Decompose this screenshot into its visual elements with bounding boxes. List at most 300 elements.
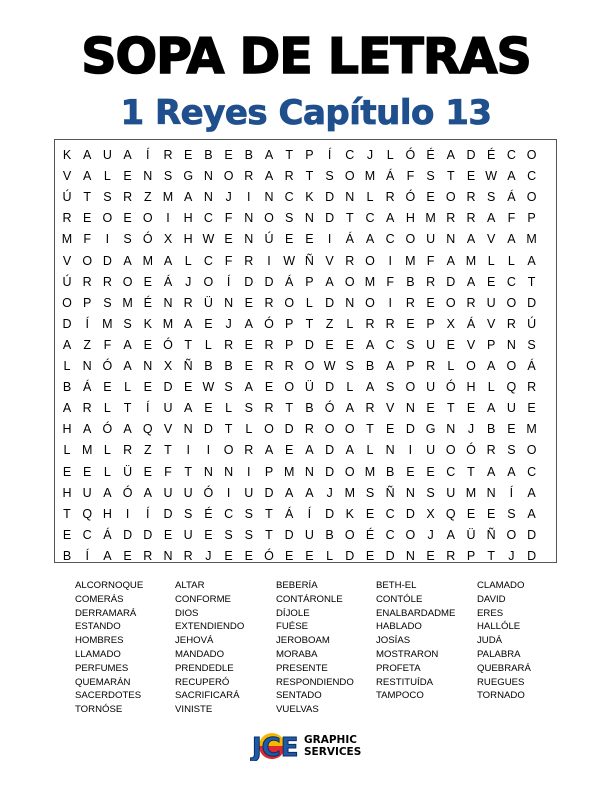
grid-cell: E xyxy=(426,295,435,310)
grid-cell: D xyxy=(325,380,335,395)
grid-cell: T xyxy=(123,401,132,416)
grid-cell: E xyxy=(426,190,435,205)
grid-cell: R xyxy=(82,401,92,416)
grid-cell: N xyxy=(264,190,274,205)
grid-cell: O xyxy=(264,422,274,437)
grid-cell: R xyxy=(466,190,476,205)
word-item: ENALBARDADME xyxy=(376,607,456,619)
logo-line1: GRAPHIC xyxy=(304,734,357,746)
grid-cell: E xyxy=(446,337,455,352)
grid-cell: I xyxy=(186,443,190,458)
grid-cell: L xyxy=(124,380,132,395)
grid-cell: G xyxy=(183,169,194,184)
grid-cell: C xyxy=(506,148,516,162)
grid-cell: O xyxy=(365,295,375,310)
grid-cell: I xyxy=(105,232,110,247)
grid-cell: E xyxy=(426,548,435,563)
grid-cell: N xyxy=(203,190,213,205)
grid-cell: Í xyxy=(146,401,150,416)
grid-cell: T xyxy=(265,506,273,521)
grid-cell: E xyxy=(305,232,314,247)
grid-cell: A xyxy=(466,274,476,289)
grid-cell: Ü xyxy=(466,527,476,542)
grid-cell: P xyxy=(305,148,314,162)
grid-cell: A xyxy=(62,337,72,352)
grid-cell: P xyxy=(285,337,294,352)
grid-cell: N xyxy=(405,548,415,563)
word-item: FUÉSE xyxy=(276,621,308,633)
grid-cell: S xyxy=(224,380,233,395)
grid-cell: Ó xyxy=(264,548,274,563)
grid-cell: D xyxy=(325,190,335,205)
grid-cell: U xyxy=(183,485,193,500)
grid-cell: R xyxy=(304,422,314,437)
grid-cell: O xyxy=(223,169,234,184)
grid-cell: K xyxy=(305,190,314,205)
grid-cell: X xyxy=(163,359,173,373)
grid-cell: D xyxy=(527,548,537,563)
grid-cell: E xyxy=(83,464,92,479)
grid-cell: H xyxy=(183,232,193,247)
grid-cell: Ú xyxy=(62,274,72,289)
grid-cell: M xyxy=(283,464,295,479)
grid-cell: C xyxy=(224,506,234,521)
grid-cell: L xyxy=(346,380,354,395)
grid-row xyxy=(55,207,558,230)
grid-cell: Í xyxy=(85,548,89,563)
grid-cell: C xyxy=(506,274,516,289)
word-item: RUEGUES xyxy=(477,676,525,688)
grid-cell: B xyxy=(224,359,233,373)
grid-cell: A xyxy=(83,148,92,162)
grid-cell: M xyxy=(465,253,477,268)
grid-cell: A xyxy=(487,211,496,226)
grid-cell: R xyxy=(446,548,456,563)
grid-cell: E xyxy=(204,527,213,542)
grid-cell: L xyxy=(366,190,374,205)
grid-cell: E xyxy=(62,527,72,542)
grid-cell: O xyxy=(365,253,375,268)
grid-cell: Q xyxy=(142,422,153,437)
grid-cell: D xyxy=(405,422,415,437)
grid-cell: A xyxy=(507,169,516,184)
grid-cell: C xyxy=(365,211,375,226)
grid-cell: A xyxy=(305,443,314,458)
grid-cell: L xyxy=(103,443,111,458)
grid-cell: I xyxy=(226,485,231,500)
grid-cell: W xyxy=(202,232,215,247)
grid-cell: D xyxy=(284,527,294,542)
grid-cell: A xyxy=(527,485,536,500)
grid-cell: V xyxy=(386,401,395,416)
grid-cell: E xyxy=(62,464,72,479)
word-item: ALCORNOQUE xyxy=(75,580,144,591)
grid-cell: N xyxy=(143,169,153,184)
grid-cell: E xyxy=(204,316,213,331)
grid-cell: S xyxy=(527,337,536,352)
grid-row xyxy=(55,355,558,378)
grid-cell: R xyxy=(102,274,112,289)
grid-cell: Ó xyxy=(203,485,214,500)
word-item: TAMPOCO xyxy=(376,690,424,702)
grid-cell: N xyxy=(405,401,415,416)
grid-cell: E xyxy=(103,380,112,395)
grid-cell: K xyxy=(62,148,72,162)
grid-cell: A xyxy=(345,443,354,458)
grid-cell: B xyxy=(325,527,334,542)
grid-cell: M xyxy=(364,169,376,184)
grid-cell: E xyxy=(325,337,334,352)
grid-cell: V xyxy=(487,232,496,247)
grid-cell: R xyxy=(385,190,395,205)
grid-cell: K xyxy=(345,506,354,521)
grid-cell: T xyxy=(487,548,495,563)
grid-cell: Ñ xyxy=(304,253,314,268)
grid-cell: Q xyxy=(506,380,517,395)
grid-cell: I xyxy=(388,253,392,268)
grid-cell: O xyxy=(405,232,416,247)
grid-cell: A xyxy=(466,232,476,247)
grid-cell: S xyxy=(244,401,253,416)
word-item: DIOS xyxy=(175,607,199,619)
grid-row xyxy=(55,313,558,336)
word-item: CONTÁRONLE xyxy=(276,593,343,605)
grid-cell: R xyxy=(466,211,476,226)
grid-cell: M xyxy=(162,316,174,331)
grid-cell: E xyxy=(264,380,274,395)
grid-cell: S xyxy=(244,527,253,542)
grid-cell: F xyxy=(83,232,91,247)
grid-cell: T xyxy=(467,464,475,479)
grid-cell: D xyxy=(325,443,335,458)
grid-cell: L xyxy=(63,359,71,373)
logo-line2: SERVICES xyxy=(304,746,362,758)
grid-cell: E xyxy=(244,359,253,373)
grid-cell: U xyxy=(426,337,436,352)
grid-cell: D xyxy=(143,527,153,542)
grid-cell: D xyxy=(405,506,415,521)
grid-cell: U xyxy=(163,401,173,416)
grid-cell: M xyxy=(142,253,153,268)
grid-cell: É xyxy=(204,506,213,521)
grid-cell: A xyxy=(386,359,395,373)
grid-cell: Ó xyxy=(324,401,335,416)
grid-cell: R xyxy=(466,295,476,310)
grid-cell: J xyxy=(467,422,475,437)
word-column xyxy=(175,579,285,717)
grid-cell: Ó xyxy=(466,443,476,458)
grid-cell: M xyxy=(61,232,73,247)
grid-cell: Ó xyxy=(142,232,153,247)
grid-cell: Í xyxy=(146,506,150,521)
grid-cell: A xyxy=(103,485,112,500)
grid-cell: B xyxy=(62,548,72,563)
word-item: PRENDEDLE xyxy=(175,662,234,674)
grid-cell: A xyxy=(123,253,132,268)
word-item: CLAMADO xyxy=(477,580,525,591)
grid-row xyxy=(55,144,558,167)
grid-cell: C xyxy=(527,464,537,479)
grid-cell: T xyxy=(446,401,455,416)
grid-cell: M xyxy=(364,464,376,479)
grid-cell: L xyxy=(326,548,334,563)
grid-cell: E xyxy=(123,169,132,184)
grid-cell: R xyxy=(183,548,193,563)
word-item: LLAMADO xyxy=(75,648,121,660)
grid-cell: U xyxy=(426,380,436,395)
grid-cell: S xyxy=(285,211,294,226)
grid-cell: Á xyxy=(285,506,294,521)
grid-cell: E xyxy=(244,548,253,563)
grid-cell: S xyxy=(365,485,375,500)
grid-cell: O xyxy=(526,148,537,162)
grid-cell: D xyxy=(325,295,335,310)
grid-cell: T xyxy=(527,274,536,289)
grid-cell: Ó xyxy=(102,422,113,437)
grid-cell: A xyxy=(264,148,274,162)
grid-cell: E xyxy=(285,232,294,247)
grid-cell: T xyxy=(63,506,71,521)
word-item: PRESENTE xyxy=(276,662,328,674)
word-item: QUEBRARÁ xyxy=(477,662,531,674)
grid-cell: U xyxy=(244,485,254,500)
word-item: ESTANDO xyxy=(75,621,121,633)
grid-cell: E xyxy=(426,401,435,416)
grid-cell: S xyxy=(426,169,435,184)
grid-cell: O xyxy=(445,443,456,458)
grid-cell: V xyxy=(62,169,72,184)
grid-row xyxy=(55,228,558,251)
grid-cell: M xyxy=(81,443,93,458)
grid-cell: A xyxy=(365,337,375,352)
grid-cell: R xyxy=(183,295,193,310)
grid-cell: O xyxy=(82,253,93,268)
grid-cell: S xyxy=(123,316,132,331)
page-title: SOPA DE LETRAS xyxy=(81,28,531,85)
grid-cell: E xyxy=(184,148,193,162)
grid-cell: Á xyxy=(527,359,536,373)
grid-cell: N xyxy=(446,422,456,437)
grid-cell: D xyxy=(264,274,274,289)
grid-cell: U xyxy=(486,295,496,310)
word-item: TORNADO xyxy=(477,690,525,702)
grid-cell: T xyxy=(285,148,293,162)
grid-cell: A xyxy=(365,232,375,247)
grid-cell: V xyxy=(487,316,496,331)
grid-cell: F xyxy=(507,211,516,226)
word-item: VUELVAS xyxy=(276,704,319,716)
grid-cell: A xyxy=(386,211,395,226)
logo-letters: JCE xyxy=(252,733,299,761)
grid-cell: O xyxy=(445,190,456,205)
grid-cell: E xyxy=(406,316,415,331)
word-item: ERES xyxy=(477,607,504,619)
grid-cell: R xyxy=(244,169,254,184)
grid-cell: C xyxy=(203,253,213,268)
word-item: RESPONDIENDO xyxy=(276,676,354,688)
grid-cell: E xyxy=(285,548,294,563)
grid-cell: W xyxy=(485,169,498,184)
grid-cell: B xyxy=(305,401,314,416)
grid-cell: E xyxy=(507,422,516,437)
grid-cell: X xyxy=(163,232,173,247)
grid-cell: Ñ xyxy=(385,485,395,500)
grid-cell: E xyxy=(143,380,152,395)
grid-cell: O xyxy=(405,527,416,542)
grid-cell: O xyxy=(102,211,113,226)
grid-cell: E xyxy=(244,337,253,352)
grid-cell: R xyxy=(82,274,92,289)
grid-cell: T xyxy=(164,443,172,458)
grid-cell: A xyxy=(527,253,536,268)
grid-cell: V xyxy=(325,253,334,268)
grid-cell: A xyxy=(143,485,152,500)
grid-cell: K xyxy=(143,316,152,331)
grid-row xyxy=(55,545,558,568)
grid-cell: D xyxy=(203,422,213,437)
grid-cell: A xyxy=(184,401,193,416)
word-item: COMERÁS xyxy=(75,593,124,605)
grid-cell: Á xyxy=(466,316,476,331)
grid-cell: H xyxy=(102,506,112,521)
grid-cell: E xyxy=(123,548,132,563)
grid-cell: F xyxy=(386,274,394,289)
grid-cell: T xyxy=(366,422,374,437)
grid-cell: N xyxy=(203,464,213,479)
grid-cell: R xyxy=(264,359,274,373)
grid-cell: N xyxy=(183,422,193,437)
grid-cell: Ñ xyxy=(486,527,496,542)
grid-cell: A xyxy=(184,316,193,331)
grid-cell: L xyxy=(103,401,111,416)
grid-cell: Í xyxy=(307,506,312,521)
grid-cell: T xyxy=(345,211,354,226)
grid-cell: O xyxy=(466,359,476,373)
grid-cell: U xyxy=(183,527,193,542)
grid-cell: L xyxy=(225,401,233,416)
grid-cell: E xyxy=(143,337,152,352)
grid-cell: L xyxy=(386,148,394,162)
grid-cell: D xyxy=(527,527,537,542)
grid-cell: Ú xyxy=(62,190,72,205)
grid-cell: F xyxy=(406,169,415,184)
grid-cell: F xyxy=(103,337,112,352)
grid-cell: O xyxy=(526,443,537,458)
grid-cell: O xyxy=(142,211,153,226)
grid-cell: Á xyxy=(386,169,395,184)
grid-cell: R xyxy=(244,443,254,458)
grid-cell: E xyxy=(163,527,173,542)
grid-cell: I xyxy=(247,190,251,205)
grid-cell: J xyxy=(508,548,515,563)
word-item: ALTAR xyxy=(175,580,205,591)
grid-cell: S xyxy=(244,506,253,521)
grid-cell: V xyxy=(466,337,476,352)
grid-cell: L xyxy=(305,295,313,310)
grid-cell: O xyxy=(62,295,72,310)
grid-cell: Í xyxy=(146,148,150,162)
word-item: DAVID xyxy=(477,593,506,605)
grid-cell: E xyxy=(204,401,213,416)
grid-cell: R xyxy=(284,359,294,373)
grid-cell: A xyxy=(123,359,132,373)
grid-row xyxy=(55,461,558,484)
grid-cell: N xyxy=(163,548,173,563)
grid-cell: M xyxy=(526,232,537,247)
grid-row xyxy=(55,503,558,526)
grid-cell: J xyxy=(225,316,232,331)
grid-cell: E xyxy=(345,337,354,352)
grid-cell: R xyxy=(446,211,456,226)
word-item: JEHOVÁ xyxy=(175,635,214,647)
logo-graphic xyxy=(250,727,362,761)
grid-cell: P xyxy=(527,211,536,226)
grid-cell: O xyxy=(344,274,355,289)
grid-cell: Q xyxy=(82,506,93,521)
grid-cell: J xyxy=(326,485,333,500)
word-item: PROFETA xyxy=(376,662,421,674)
grid-cell: A xyxy=(305,485,314,500)
grid-cell: D xyxy=(466,148,476,162)
grid-cell: R xyxy=(244,253,254,268)
grid-cell: C xyxy=(284,190,294,205)
word-item: HABLADO xyxy=(376,621,422,633)
grid-cell: Á xyxy=(163,274,173,289)
grid-cell: Z xyxy=(325,316,334,331)
grid-cell: E xyxy=(224,548,233,563)
grid-cell: T xyxy=(265,527,273,542)
grid-cell: Í xyxy=(509,485,514,500)
grid-cell: E xyxy=(466,169,476,184)
grid-cell: W xyxy=(323,359,336,373)
grid-cell: O xyxy=(344,422,355,437)
grid-cell: J xyxy=(427,527,434,542)
grid-cell: C xyxy=(385,506,395,521)
grid-cell: B xyxy=(204,359,213,373)
grid-cell: S xyxy=(345,359,354,373)
grid-row xyxy=(55,482,558,505)
grid-cell: É xyxy=(426,148,435,162)
grid-cell: P xyxy=(487,337,496,352)
grid-cell: D xyxy=(62,316,72,331)
grid-cell: J xyxy=(366,148,374,162)
word-item: SACERDOTES xyxy=(75,690,142,702)
grid-cell: D xyxy=(325,211,335,226)
grid-cell: S xyxy=(103,295,112,310)
grid-row xyxy=(55,397,558,420)
word-item: BEBERÍA xyxy=(276,580,318,591)
grid-cell: T xyxy=(224,422,233,437)
grid-cell: N xyxy=(224,295,234,310)
grid-row xyxy=(55,250,558,273)
grid-cell: M xyxy=(425,211,436,226)
grid-cell: N xyxy=(203,169,213,184)
grid-cell: E xyxy=(406,464,415,479)
grid-cell: A xyxy=(244,316,253,331)
grid-cell: H xyxy=(405,211,415,226)
grid-cell: I xyxy=(388,295,392,310)
grid-cell: U xyxy=(506,401,516,416)
grid-cell: R xyxy=(365,401,375,416)
grid-cell: E xyxy=(386,422,395,437)
grid-cell: P xyxy=(285,316,294,331)
grid-cell: I xyxy=(267,253,271,268)
grid-cell: E xyxy=(365,506,375,521)
grid-cell: T xyxy=(285,401,293,416)
grid-cell: N xyxy=(486,485,496,500)
grid-cell: F xyxy=(164,464,172,479)
grid-cell: N xyxy=(304,464,314,479)
